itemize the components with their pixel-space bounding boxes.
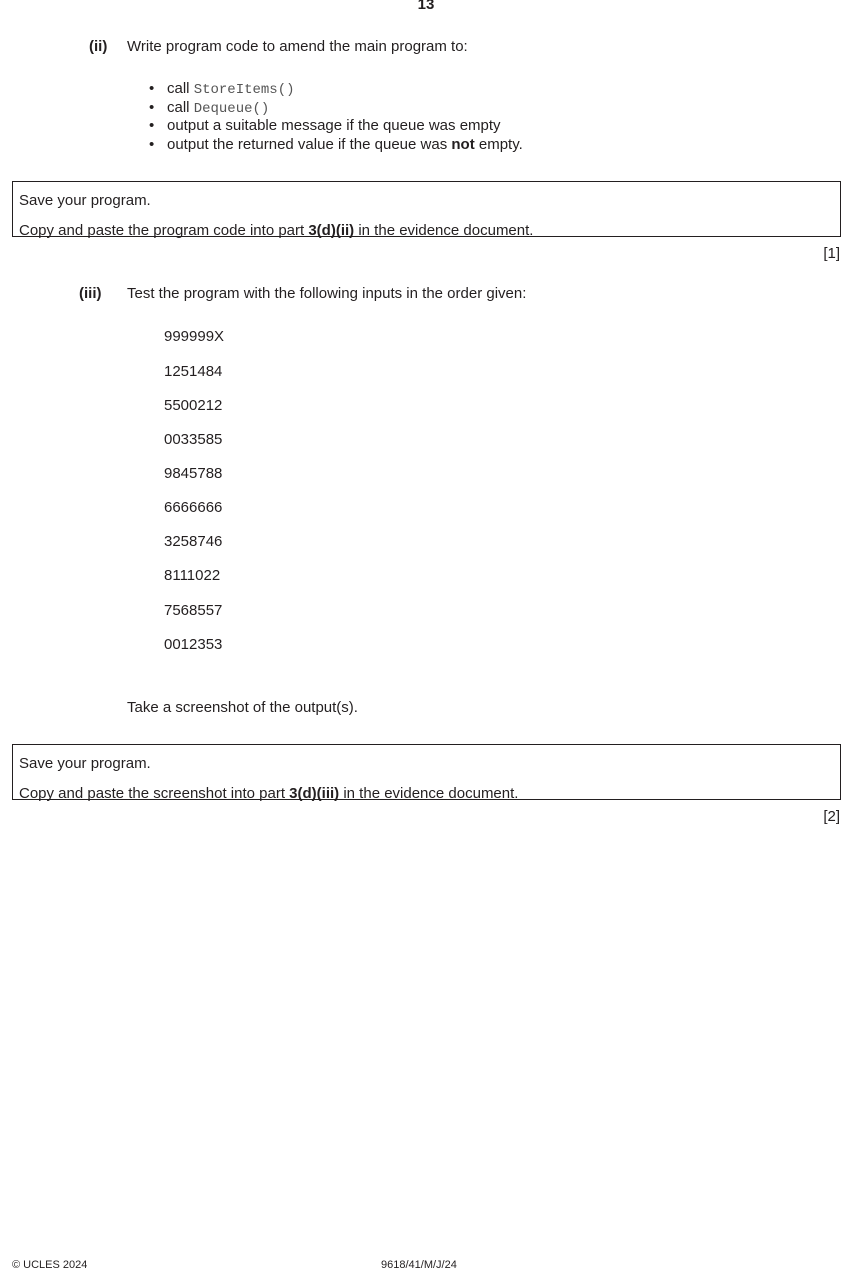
bullet-marker: •	[149, 80, 155, 97]
test-input: 9845788	[164, 465, 223, 482]
bullet-text: empty.	[474, 136, 523, 153]
box-line-save: Save your program.	[19, 192, 151, 209]
instruction-box-ii	[12, 181, 841, 237]
bullet-item	[167, 136, 523, 153]
part-ii-instruction: Write program code to amend the main program to:	[127, 38, 468, 55]
bullet-item	[167, 80, 295, 98]
test-input: 0012353	[164, 636, 223, 653]
bullet-marker: •	[149, 136, 155, 153]
test-input: 5500212	[164, 397, 223, 414]
bullet-bold-text: not	[451, 136, 475, 153]
page-number: 13	[417, 0, 435, 9]
test-input: 7568557	[164, 602, 223, 619]
test-input: 6666666	[164, 499, 223, 516]
marks-iii: [2]	[823, 808, 840, 825]
footer-paper-code: 9618/41/M/J/24	[381, 1259, 457, 1269]
part-iii-label: (iii)	[79, 285, 102, 302]
test-input: 1251484	[164, 363, 223, 380]
bullet-item	[167, 117, 501, 134]
footer-copyright: © UCLES 2024	[12, 1259, 88, 1269]
bullet-text: output a suitable message if the queue was empty	[167, 117, 501, 134]
screenshot-instruction: Take a screenshot of the output(s).	[127, 699, 358, 716]
bullet-text: output the returned value if the queue was	[167, 136, 452, 153]
part-iii-instruction: Test the program with the following inputs in the order given:	[127, 285, 527, 302]
test-input: 3258746	[164, 533, 223, 550]
marks-ii: [1]	[823, 245, 840, 262]
bullet-text: call	[167, 80, 194, 97]
bullet-marker: •	[149, 117, 155, 134]
test-input: 999999X	[164, 328, 225, 345]
part-reference: 3(d)(ii)	[308, 222, 355, 239]
test-input: 8111022	[164, 567, 221, 584]
part-reference: 3(d)(iii)	[289, 785, 340, 802]
box-line-copy: Copy and paste the screenshot into part 3(d)(iii) in the evidence document.	[19, 785, 519, 802]
box-line-save: Save your program.	[19, 755, 151, 772]
bullet-marker: •	[149, 99, 155, 116]
part-ii-label: (ii)	[89, 38, 108, 55]
test-input: 0033585	[164, 431, 223, 448]
code-store-items: StoreItems()	[193, 82, 295, 98]
code-dequeue: Dequeue()	[193, 101, 270, 117]
instruction-box-iii	[12, 744, 841, 800]
bullet-item	[167, 99, 269, 117]
bullet-text: call	[167, 99, 194, 116]
box-line-copy: Copy and paste the program code into part 3(d)(ii) in the evidence document.	[19, 222, 534, 239]
